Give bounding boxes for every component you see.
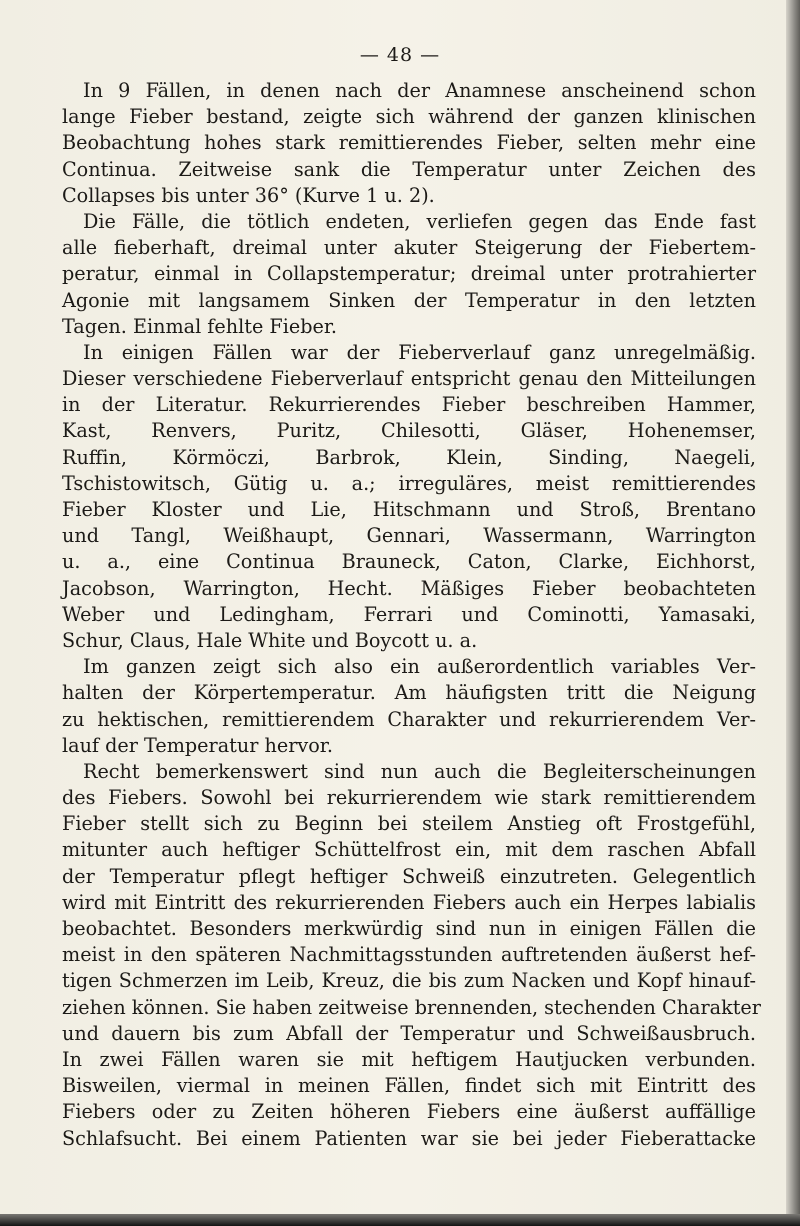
text-line: Dieser verschiedene Fieberverlauf entspricht genau den Mitteilungen — [62, 367, 756, 391]
text-line: Tschistowitsch, Gütig u. a.; irreguläres, meist remittierendes — [62, 471, 756, 495]
text-line: Fieber Kloster und Lie, Hitschmann und Stroß, Brentano — [62, 498, 756, 521]
text-line: In zwei Fällen waren sie mit heftigem Hautjucken verbunden. — [62, 1047, 756, 1071]
text-line: lauf der Temperatur hervor. — [62, 733, 333, 757]
text-line: Jacobson, Warrington, Hecht. Mäßiges Fieber beobachteten — [62, 576, 756, 600]
text-line: ziehen können. Sie haben zeitweise brennenden, stechenden Charakter — [62, 995, 761, 1019]
body-text — [62, 78, 761, 1152]
text-line: Im ganzen zeigt sich also ein außerordentlich variables Ver- — [83, 655, 756, 679]
page-number-header: — 48 — — [359, 44, 441, 66]
text-line: Die Fälle, die tötlich endeten, verliefen gegen das Ende fast — [83, 209, 756, 233]
text-line: Ruffin, Körmöczi, Barbrok, Klein, Sinding, Naegeli, — [62, 445, 756, 469]
text-line: halten der Körpertemperatur. Am häufigsten tritt die Neigung — [62, 681, 756, 705]
text-line: mitunter auch heftiger Schüttelfrost ein, mit dem raschen Abfall — [62, 838, 756, 862]
text-line: alle fieberhaft, dreimal unter akuter Steigerung der Fiebertem- — [62, 236, 756, 260]
text-line: In einigen Fällen war der Fieberverlauf ganz unregelmäßig. — [83, 340, 756, 364]
text-line: Weber und Ledingham, Ferrari und Cominotti, Yamasaki, — [62, 602, 756, 626]
text-line: Schur, Claus, Hale White und Boycott u. a. — [62, 628, 478, 652]
text-line: des Fiebers. Sowohl bei rekurrierendem wie stark remittierendem — [62, 786, 756, 810]
text-line: u. a., eine Continua Brauneck, Caton, Clarke, Eichhorst, — [62, 550, 756, 574]
page-edge-shadow — [786, 0, 800, 1226]
text-line: meist in den späteren Nachmittagsstunden auftretenden äußerst hef- — [62, 943, 756, 967]
text-line: Tagen. Einmal fehlte Fieber. — [62, 314, 338, 338]
text-line: Collapses bis unter 36° (Kurve 1 u. 2). — [62, 183, 435, 207]
text-line: Recht bemerkenswert sind nun auch die Begleiterscheinungen — [83, 759, 756, 783]
text-line: Agonie mit langsamem Sinken der Temperatur in den letzten — [62, 288, 756, 312]
text-line: lange Fieber bestand, zeigte sich während der ganzen klinischen — [62, 105, 756, 129]
text-line: tigen Schmerzen im Leib, Kreuz, die bis zum Nacken und Kopf hinauf- — [62, 969, 756, 993]
text-line: Beobachtung hohes stark remittierendes Fieber, selten mehr eine — [62, 131, 756, 155]
text-line: Fieber stellt sich zu Beginn bei steilem Anstieg oft Frostgefühl, — [62, 812, 756, 836]
text-line: Schlafsucht. Bei einem Patienten war sie bei jeder Fieberattacke — [62, 1126, 756, 1150]
text-line: beobachtet. Besonders merkwürdig sind nun in einigen Fällen die — [62, 917, 756, 940]
text-line: Bisweilen, viermal in meinen Fällen, findet sich mit Eintritt des — [62, 1074, 756, 1098]
text-line: und Tangl, Weißhaupt, Gennari, Wassermann, Warrington — [62, 524, 756, 548]
text-line: in der Literatur. Rekurrierendes Fieber beschreiben Hammer, — [62, 393, 756, 417]
text-line: zu hektischen, remittierendem Charakter und rekurrierendem Ver- — [62, 707, 756, 731]
text-line: peratur, einmal in Collapstemperatur; dreimal unter protrahierter — [62, 262, 756, 286]
text-line: Kast, Renvers, Puritz, Chilesotti, Gläser, Hohenemser, — [62, 419, 756, 443]
text-line: und dauern bis zum Abfall der Temperatur und Schweißausbruch. — [62, 1021, 756, 1045]
text-line: Continua. Zeitweise sank die Temperatur unter Zeichen des — [62, 157, 756, 181]
page-bottom-edge — [0, 1214, 800, 1226]
text-line: Fiebers oder zu Zeiten höheren Fiebers eine äußerst auffällige — [62, 1100, 756, 1124]
text-line: wird mit Eintritt des rekurrierenden Fiebers auch ein Herpes labialis — [62, 890, 756, 914]
text-line: der Temperatur pflegt heftiger Schweiß einzutreten. Gelegentlich — [62, 864, 756, 888]
text-line: In 9 Fällen, in denen nach der Anamnese anscheinend schon — [83, 79, 756, 102]
